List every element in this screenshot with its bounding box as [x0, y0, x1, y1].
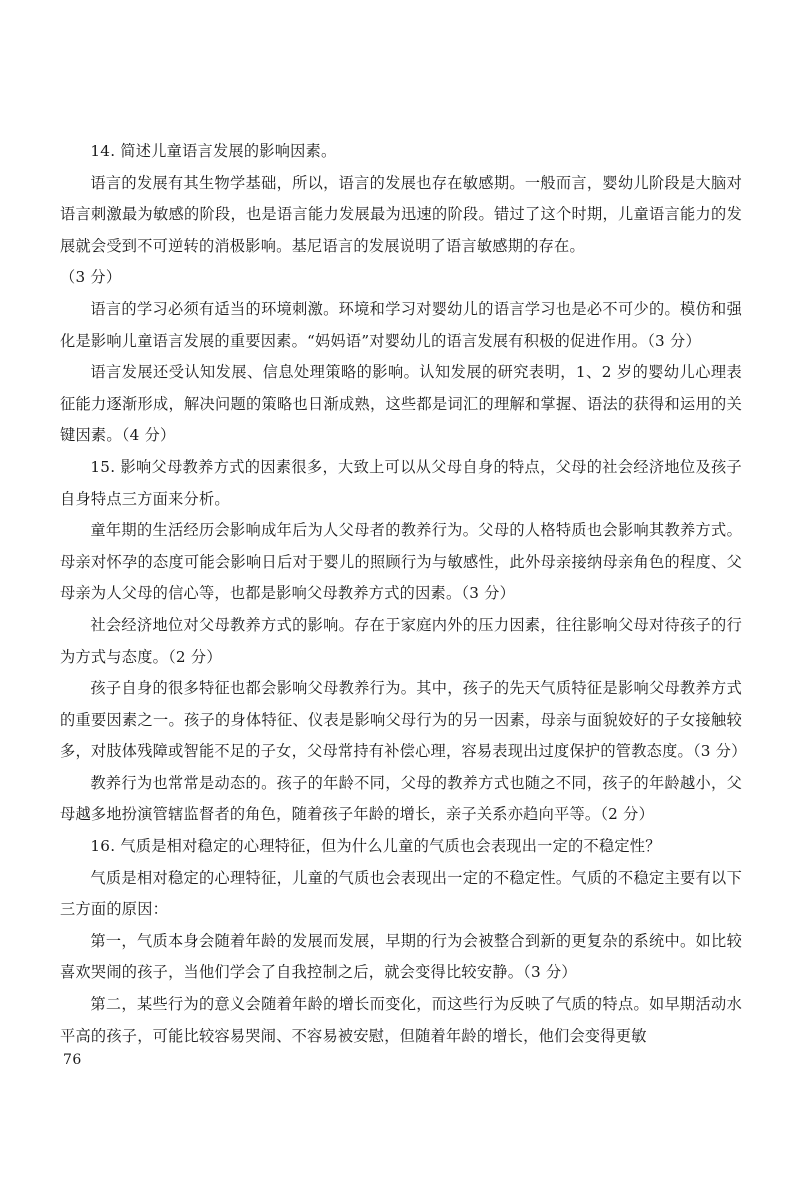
page-number: 76	[63, 1052, 82, 1068]
answer-14-paragraph-3: 语言发展还受认知发展、信息处理策略的影响。认知发展的研究表明，1、2 岁的婴幼儿心理表征能力逐渐形成，解决问题的策略也日渐成熟，这些都是词汇的理解和掌握、语法的获得和运用的关键因素。（4 分）	[60, 363, 742, 445]
answer-15-paragraph-3: 孩子自身的很多特征也都会影响父母教养行为。其中，孩子的先天气质特征是影响父母教养方式的重要因素之一。孩子的身体特征、仪表是影响父母行为的另一因素，母亲与面貌姣好的子女接触较多，对肢体残障或智能不足的子女，父母常持有补偿心理，容易表现出过度保护的管教态度。（3 分）	[60, 679, 747, 761]
answer-15-paragraph-4: 教养行为也常常是动态的。孩子的年龄不同，父母的教养方式也随之不同，孩子的年龄越小，父母越多地扮演管辖监督者的角色，随着孩子年龄的增长，亲子关系亦趋向平等。（2 分）	[60, 773, 742, 824]
answer-14-score: （3 分）	[60, 268, 122, 287]
question-14-heading: 14. 简述儿童语言发展的影响因素。	[90, 142, 337, 160]
answer-14-paragraph-1: 语言的发展有其生物学基础，所以，语言的发展也存在敏感期。一般而言，婴幼儿阶段是大脑对语言刺激最为敏感的阶段，也是语言能力发展最为迅速的阶段。错过了这个时期，儿童语言能力的发展就会受到不可逆转的消极影响。基尼语言的发展说明了语言敏感期的存在。	[60, 173, 742, 255]
answer-15-paragraph-2: 社会经济地位对父母教养方式的影响。存在于家庭内外的压力因素，往往影响父母对待孩子的行为方式与态度。（2 分）	[60, 615, 742, 666]
question-16-heading: 16. 气质是相对稳定的心理特征，但为什么儿童的气质也会表现出一定的不稳定性？	[90, 837, 661, 856]
page-content	[60, 136, 747, 1052]
answer-16-paragraph-2: 第一，气质本身会随着年龄的发展而发展，早期的行为会被整合到新的更复杂的系统中。如比较喜欢哭闹的孩子，当他们学会了自我控制之后，就会变得比较安静。（3 分）	[60, 931, 742, 982]
question-15-heading: 15. 影响父母教养方式的因素很多，大致上可以从父母自身的特点，父母的社会经济地位及孩子自身特点三方面来分析。	[60, 457, 742, 508]
answer-16-paragraph-3: 第二，某些行为的意义会随着年龄的增长而变化，而这些行为反映了气质的特点。如早期活动水平高的孩子，可能比较容易哭闹、不容易被安慰，但随着年龄的增长，他们会变得更敏	[60, 995, 742, 1045]
answer-15-paragraph-1: 童年期的生活经历会影响成年后为人父母者的教养行为。父母的人格特质也会影响其教养方式。母亲对怀孕的态度可能会影响日后对于婴儿的照顾行为与敏感性，此外母亲接纳母亲角色的程度、父母亲为人父母的信心等，也都是影响父母教养方式的因素。（3 分）	[60, 521, 742, 603]
answer-14-paragraph-2: 语言的学习必须有适当的环境刺激。环境和学习对婴幼儿的语言学习也是必不可少的。模仿和强化是影响儿童语言发展的重要因素。“妈妈语”对婴幼儿的语言发展有积极的促进作用。（3 分）	[60, 299, 742, 350]
answer-16-paragraph-1: 气质是相对稳定的心理特征，儿童的气质也会表现出一定的不稳定性。气质的不稳定主要有以下三方面的原因：	[60, 868, 742, 919]
